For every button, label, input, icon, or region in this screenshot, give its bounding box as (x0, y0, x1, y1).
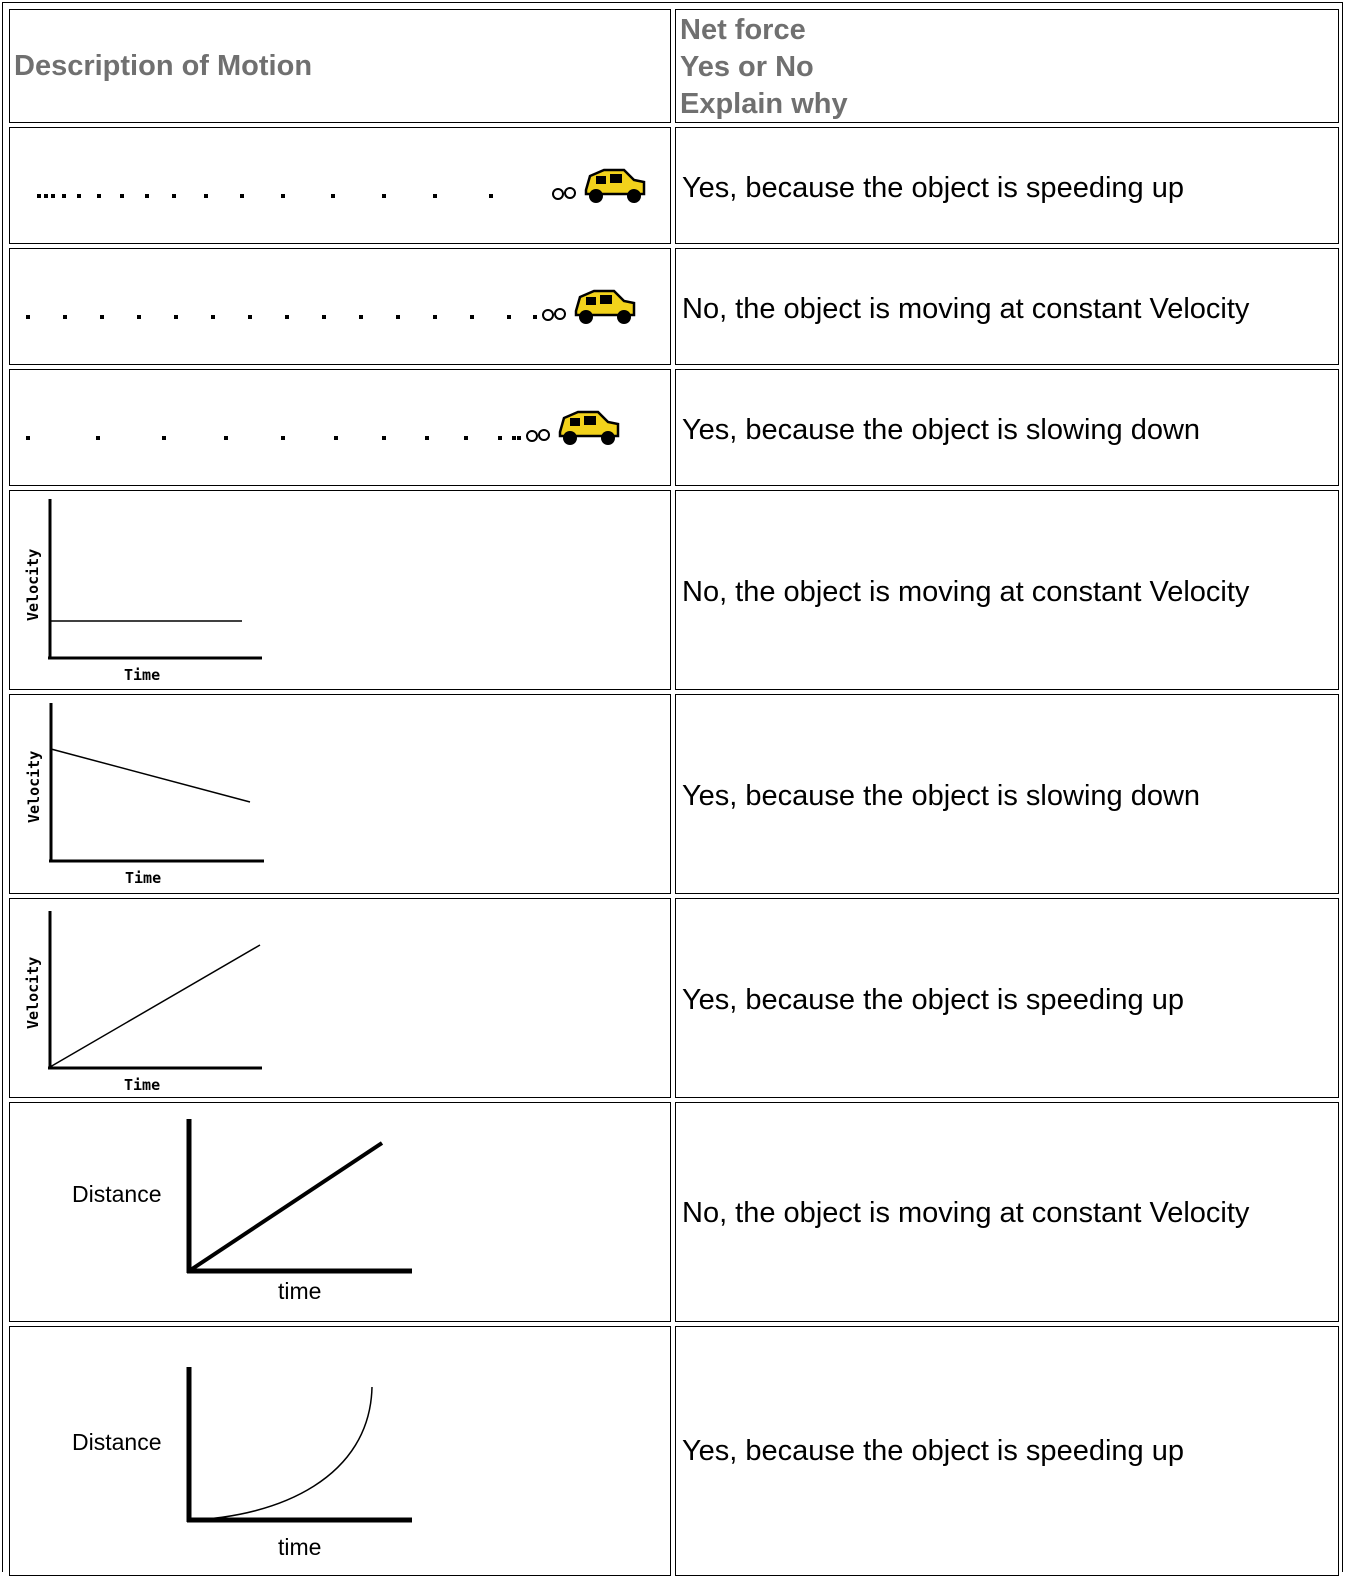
car-icon (543, 291, 634, 324)
table-row-6-motion (9, 898, 671, 1098)
distance-curve (189, 1387, 372, 1520)
table-row-5-motion (9, 694, 671, 894)
table-row-5-answer-cell (675, 694, 1339, 894)
motion-dots (26, 436, 521, 440)
car-dots-constant (10, 249, 671, 365)
table-row-4-answer-cell (675, 490, 1339, 690)
header-netforce-line-2: Yes or No (680, 51, 814, 83)
table-row-2-motion (9, 248, 671, 365)
car-dots-speeding-up (10, 128, 671, 244)
motion-dots (37, 194, 493, 198)
distance-line (189, 1143, 382, 1271)
y-axis-label: Velocity (24, 548, 42, 621)
velocity-line (51, 749, 250, 802)
answer-text: Yes, because the object is slowing down (682, 780, 1201, 812)
car-icon (553, 170, 644, 203)
motion-dots (26, 315, 537, 319)
answer-text: No, the object is moving at constant Velocity (682, 1197, 1250, 1229)
header-description-label: Description of Motion (14, 50, 313, 82)
x-axis-label: time (278, 1278, 322, 1304)
table-row-1-motion (9, 127, 671, 244)
answer-text: No, the object is moving at constant Velocity (682, 293, 1250, 325)
velocity-time-graph-increasing (10, 899, 671, 1098)
x-axis-label: Time (124, 666, 161, 684)
header-cell-description (9, 9, 671, 123)
table-row-3-answer-cell (675, 369, 1339, 486)
header-cell-netforce (675, 9, 1339, 123)
header-netforce-line-1: Net force (680, 14, 806, 46)
table-row-4-motion (9, 490, 671, 690)
distance-time-graph-linear (10, 1103, 671, 1322)
header-netforce-line-3: Explain why (680, 88, 848, 120)
table-row-1-answer-cell (675, 127, 1339, 244)
table-row-7-answer-cell (675, 1102, 1339, 1322)
car-icon (527, 412, 618, 445)
answer-text: No, the object is moving at constant Velocity (682, 576, 1250, 608)
velocity-line (50, 945, 260, 1067)
car-dots-slowing-down (10, 370, 671, 486)
y-axis-label: Distance (72, 1181, 162, 1207)
x-axis-label: Time (124, 1076, 161, 1094)
velocity-time-graph-constant (10, 491, 671, 690)
distance-time-graph-curved (10, 1327, 671, 1576)
answer-text: Yes, because the object is slowing down (682, 414, 1201, 446)
y-axis-label: Velocity (25, 750, 43, 823)
table-row-7-motion (9, 1102, 671, 1322)
table-row-8-answer-cell (675, 1326, 1339, 1576)
y-axis-label: Distance (72, 1429, 162, 1455)
x-axis-label: Time (125, 869, 162, 887)
answer-text: Yes, because the object is speeding up (682, 172, 1184, 204)
table-row-8-motion (9, 1326, 671, 1576)
table-row-3-motion (9, 369, 671, 486)
table-row-2-answer-cell (675, 248, 1339, 365)
table-row-6-answer-cell (675, 898, 1339, 1098)
x-axis-label: time (278, 1534, 322, 1560)
y-axis-label: Velocity (24, 956, 42, 1029)
answer-text: Yes, because the object is speeding up (682, 984, 1184, 1016)
answer-text: Yes, because the object is speeding up (682, 1435, 1184, 1467)
velocity-time-graph-decreasing (10, 695, 671, 894)
